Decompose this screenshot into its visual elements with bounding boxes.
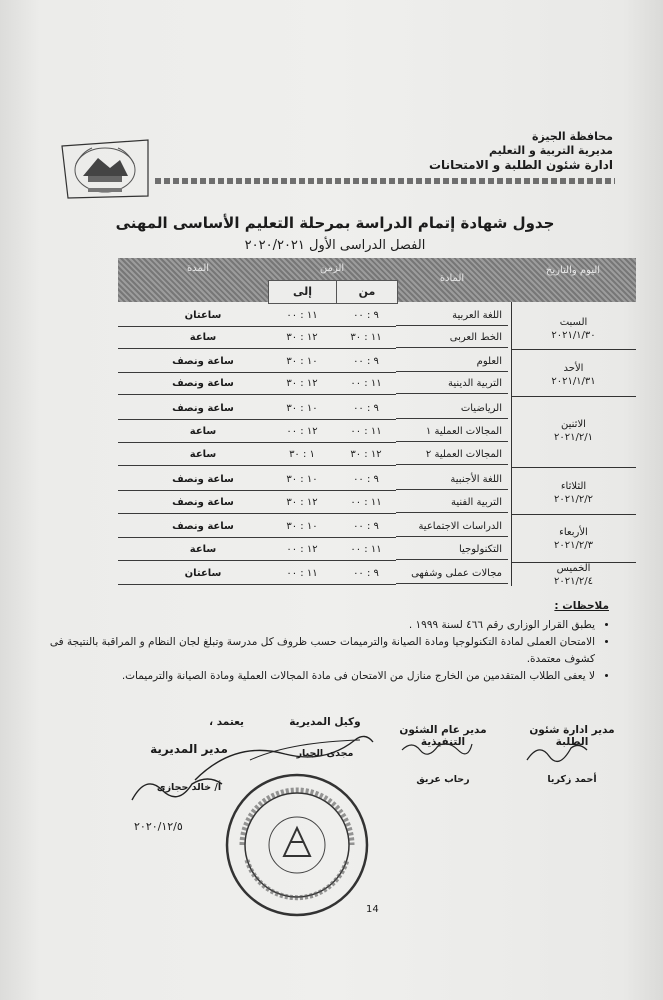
from-cell: ٩ : ٠٠ [353,310,379,321]
header-duration: المدة [186,263,210,274]
page-number: 14 [366,904,379,915]
notes-list [49,617,609,685]
duration-cell: ساعتان [184,310,222,321]
header-time: الزمن [319,263,345,274]
subject-cell: التربية الفنية [396,493,508,513]
from-cell: ٩ : ٠٠ [353,356,379,367]
header-to: إلى [268,280,337,304]
from-cell: ١٢ : ٣٠ [350,449,382,460]
to-cell: ١ : ٣٠ [289,449,315,460]
day-cell [511,480,636,506]
table-row [118,564,511,586]
day-date: ٢٠٢١/٢/٤ [554,576,593,587]
day-cell [511,418,636,444]
to-cell: ١٢ : ٠٠ [286,544,318,555]
day-divider [511,349,636,350]
official-seal-stamp [222,770,372,920]
table-row [118,517,511,539]
from-cell: ١١ : ٠٠ [350,544,382,555]
page-title: جدول شهادة إتمام الدراسة بمرحلة التعليم الأساسى المهنى [115,214,555,232]
duration-cell: ساعة ونصف [172,474,234,485]
day-date: ٢٠٢١/١/٣١ [551,376,596,387]
header-divider [155,178,615,184]
duration-cell: ساعة ونصف [172,378,234,389]
table-row [118,470,511,492]
day-date: ٢٠٢١/٢/٢ [554,494,593,505]
subject-cell: الخط العربى [396,328,508,348]
from-cell: ١١ : ٠٠ [350,497,382,508]
day-name: الخميس [556,563,591,574]
table-row [118,374,511,396]
exam-schedule-table [118,258,636,586]
subject-cell: المجالات العملية ٢ [396,445,508,465]
from-cell: ٩ : ٠٠ [353,568,379,579]
from-cell: ٩ : ٠٠ [353,521,379,532]
subject-cell: الدراسات الاجتماعية [396,517,508,537]
table-row [118,422,511,444]
day-cell [511,562,636,588]
duration-cell: ساعة [189,426,217,437]
approval-label: يعتمد ، [209,716,244,728]
signature-name: أحمد زكريا [547,774,597,785]
day-divider [511,514,636,515]
table-row [118,306,511,328]
subject-cell: المجالات العملية ١ [396,422,508,442]
duration-cell: ساعة [189,544,217,555]
duration-cell: ساعة ونصف [172,403,234,414]
to-cell: ١٠ : ٣٠ [286,403,318,414]
to-cell: ١٠ : ٣٠ [286,474,318,485]
day-divider [511,396,636,397]
day-cell [511,316,636,342]
from-cell: ٩ : ٠٠ [353,474,379,485]
note-item: • لا يعفى الطلاب المتقدمين من الخارج منازل من الامتحان فى مادة المجالات العملية ومادة الصيانة والترميمات. [49,668,595,685]
signature-title: مدير ادارة شئون الطلبة [529,724,615,748]
day-name: الاثنين [561,419,586,430]
day-cell [511,526,636,552]
signature-name: رحاب عريق [416,774,470,785]
day-name: الأحد [563,363,584,374]
from-cell: ٩ : ٠٠ [353,403,379,414]
to-cell: ١٢ : ٣٠ [286,378,318,389]
table-row [118,493,511,515]
signature-title: مدير عام الشئون التنفيذية [399,724,487,748]
subject-cell: التكنولوجيا [396,540,508,560]
handwritten-signature [398,736,478,760]
duration-cell: ساعة ونصف [172,356,234,367]
day-name: الأربعاء [559,527,588,538]
signature-title: مدير المديرية [150,742,228,756]
header-from: من [336,280,398,304]
notes-section [49,598,609,685]
table-row [118,328,511,350]
note-item: • يطبق القرار الوزارى رقم ٤٦٦ لسنة ١٩٩٩ . [49,617,595,634]
directorate-logo [58,138,152,200]
directorate-text: مديرية التربية و التعليم [489,144,613,157]
to-cell: ١١ : ٠٠ [286,310,318,321]
day-name: السبت [559,317,588,328]
subject-cell: العلوم [396,352,508,372]
from-cell: ١١ : ٠٠ [350,378,382,389]
header-subject: المادة [439,273,465,284]
header-block [429,130,613,172]
page-subtitle: الفصل الدراسى الأول ٢٠٢٠/٢٠٢١ [244,238,426,253]
day-name: الثلاثاء [560,481,587,492]
governorate-text: محافظة الجيزة [532,130,613,143]
duration-cell: ساعتان [184,568,222,579]
handwritten-signature [522,738,592,768]
document-date: ٢٠٢٠/١٢/٥ [134,820,183,833]
to-cell: ١٢ : ٣٠ [286,497,318,508]
from-cell: ١١ : ٠٠ [350,426,382,437]
table-row [118,445,511,467]
table-row [118,352,511,374]
note-item: • الامتحان العملى لمادة التكنولوجيا ومادة الصيانة والترميمات حسب ظروف كل مدرسة وتبلغ لجان النظام و المراقبة بالنتيجة فى كشوف معتمدة. [49,634,595,668]
table-row [118,540,511,562]
day-divider [511,467,636,468]
notes-heading: ملاحظات : [554,600,609,612]
duration-cell: ساعة [189,449,217,460]
table-header [118,258,636,302]
day-cell [511,362,636,388]
to-cell: ١٠ : ٣٠ [286,521,318,532]
day-date: ٢٠٢١/١/٣٠ [551,330,596,341]
duration-cell: ساعة [189,332,217,343]
subject-cell: التربية الدينية [396,374,508,394]
to-cell: ١٢ : ٣٠ [286,332,318,343]
signature-name: مجدى الجبار [296,748,354,759]
table-row [118,399,511,421]
subject-cell: مجالات عملى وشفهى [396,564,508,584]
signature-title: وكيل المديرية [289,716,361,728]
day-date: ٢٠٢١/٢/٣ [554,540,593,551]
subject-cell: الرياضيات [396,399,508,419]
to-cell: ١٢ : ٠٠ [286,426,318,437]
duration-cell: ساعة ونصف [172,521,234,532]
header-day: اليوم والتاريخ [545,265,601,276]
duration-cell: ساعة ونصف [172,497,234,508]
subject-cell: اللغة الأجنبية [396,470,508,490]
subject-cell: اللغة العربية [396,306,508,326]
from-cell: ١١ : ٣٠ [350,332,382,343]
day-date: ٢٠٢١/٢/١ [554,432,593,443]
to-cell: ١٠ : ٣٠ [286,356,318,367]
signature-name: أ/ خالد حجازى [156,782,222,793]
to-cell: ١١ : ٠٠ [286,568,318,579]
department-text: ادارة شئون الطلبة و الامتحانات [429,158,613,172]
